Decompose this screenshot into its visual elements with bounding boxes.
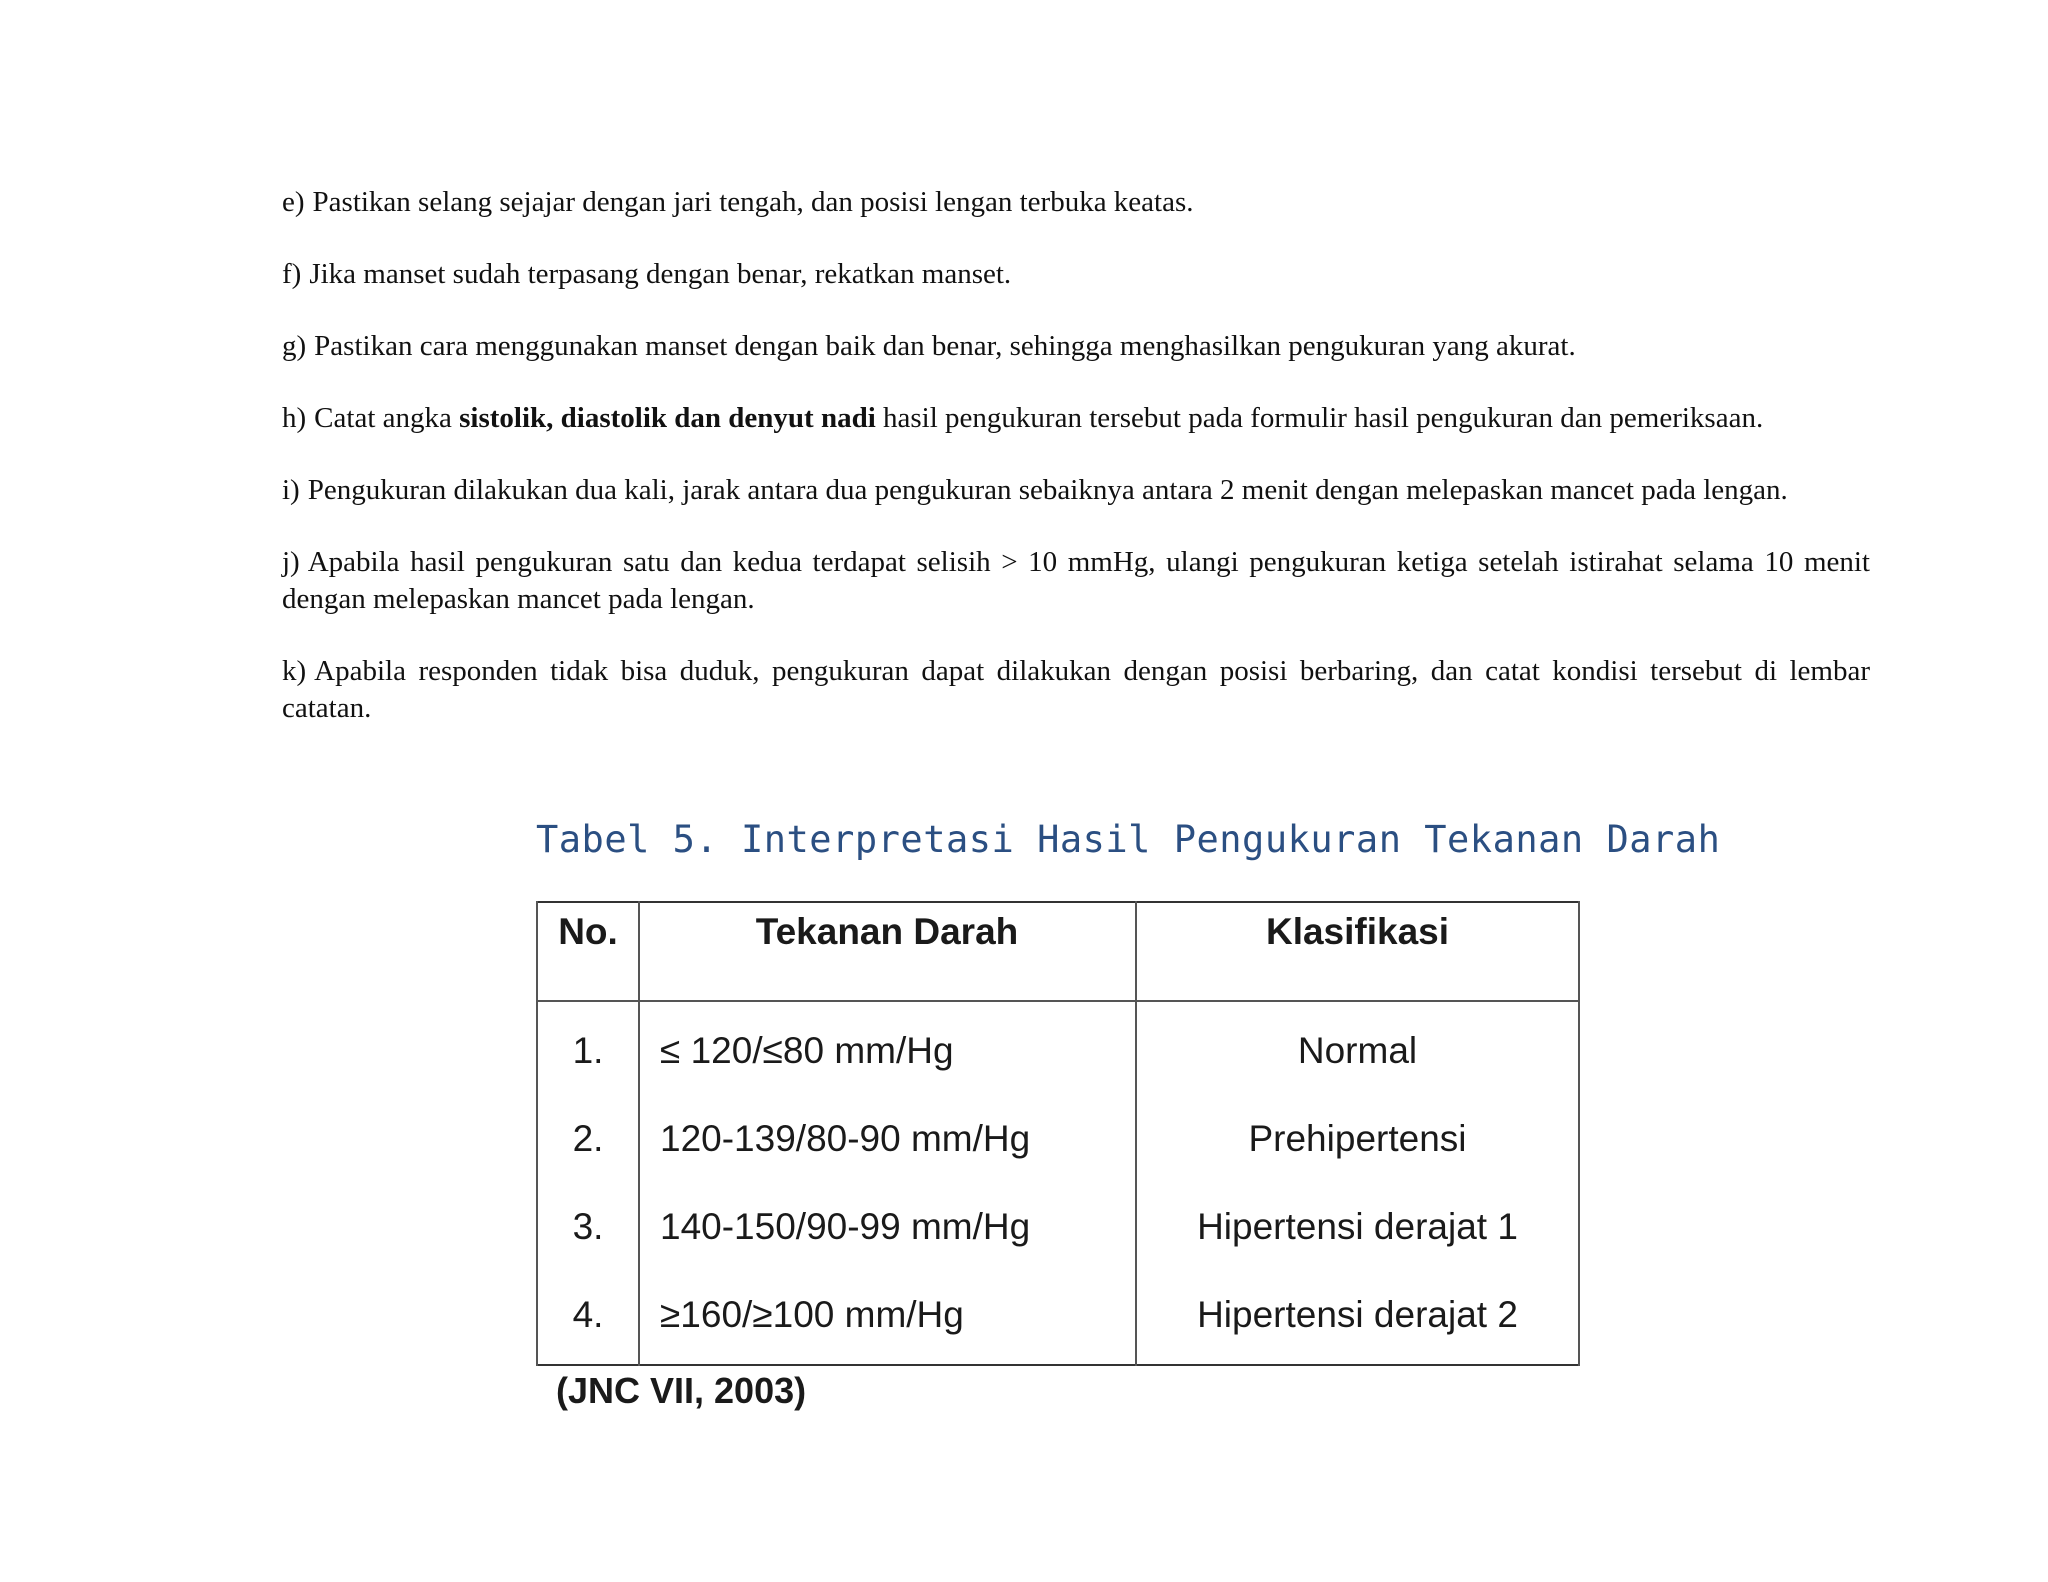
instruction-list [282,184,1870,762]
item-text: Apabila responden tidak bisa duduk, pengukuran dapat dilakukan dengan posisi berbaring, dan catat kondisi tersebut di lembar catatan. [282,655,1870,724]
item-text: Jika manset sudah terpasang dengan benar, rekatkan manset. [309,258,1012,290]
blood-pressure-table [536,901,1580,1366]
table-row [537,1271,1579,1365]
cell-klasifikasi: Normal [1136,1001,1579,1095]
item-text-before: Catat angka [314,402,460,434]
instruction-item-k [282,653,1870,727]
instruction-item-e [282,184,1870,221]
cell-no: 3. [537,1183,639,1271]
instruction-item-g [282,328,1870,365]
item-letter: k) [282,655,307,687]
item-text: Pastikan selang sejajar dengan jari tengah, dan posisi lengan terbuka keatas. [312,186,1194,218]
item-text: Pastikan cara menggunakan manset dengan baik dan benar, sehingga menghasilkan pengukuran yang akurat. [314,330,1576,362]
table-row [537,1183,1579,1271]
item-text-bold: sistolik, diastolik dan denyut nadi [459,402,876,434]
cell-no: 1. [537,1001,639,1095]
table-row [537,1001,1579,1095]
table-figure [536,818,1721,1412]
item-text: Apabila hasil pengukuran satu dan kedua terdapat selisih > 10 mmHg, ulangi pengukuran ketiga setelah istirahat selama 10 menit dengan melepaskan mancet pada lengan. [282,546,1870,615]
table-source: (JNC VII, 2003) [556,1370,807,1411]
instruction-item-f [282,256,1870,293]
table-row [537,1095,1579,1183]
cell-tekanan: ≥160/≥100 mm/Hg [639,1271,1136,1365]
instruction-item-j [282,544,1870,618]
item-letter: e) [282,186,305,218]
cell-klasifikasi: Hipertensi derajat 2 [1136,1271,1579,1365]
header-no: No. [537,902,639,1001]
table-header-row [537,902,1579,1001]
header-klasifikasi: Klasifikasi [1136,902,1579,1001]
cell-no: 4. [537,1271,639,1365]
item-letter: j) [282,546,300,578]
cell-no: 2. [537,1095,639,1183]
item-letter: i) [282,474,300,506]
item-text-after: hasil pengukuran tersebut pada formulir hasil pengukuran dan pemeriksaan. [875,402,1764,434]
cell-tekanan: 140-150/90-99 mm/Hg [639,1183,1136,1271]
item-letter: h) [282,402,307,434]
item-letter: g) [282,330,307,362]
cell-tekanan: ≤ 120/≤80 mm/Hg [639,1001,1136,1095]
table-title: Tabel 5. Interpretasi Hasil Pengukuran Tekanan Darah [536,818,1721,861]
item-text: Pengukuran dilakukan dua kali, jarak antara dua pengukuran sebaiknya antara 2 menit dengan melepaskan mancet pada lengan. [307,474,1788,506]
instruction-item-i [282,472,1870,509]
header-tekanan-darah: Tekanan Darah [639,902,1136,1001]
cell-klasifikasi: Prehipertensi [1136,1095,1579,1183]
instruction-item-h [282,400,1870,437]
cell-klasifikasi: Hipertensi derajat 1 [1136,1183,1579,1271]
cell-tekanan: 120-139/80-90 mm/Hg [639,1095,1136,1183]
item-letter: f) [282,258,302,290]
